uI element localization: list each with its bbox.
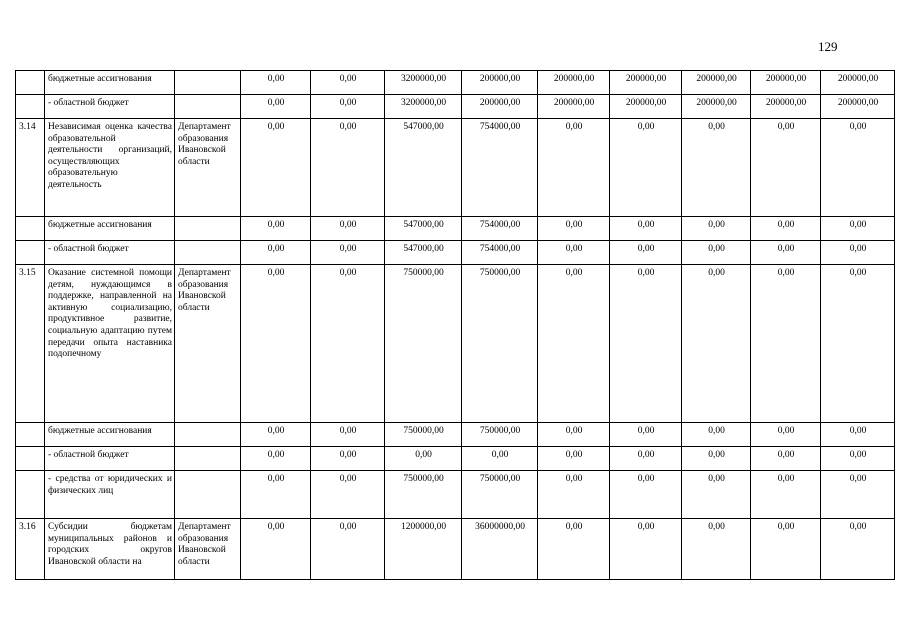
value-cell: 0,00 bbox=[241, 423, 311, 447]
value-cell: 0,00 bbox=[311, 265, 385, 423]
row-description: бюджетные ассигнования bbox=[45, 423, 175, 447]
value-cell: 0,00 bbox=[538, 471, 610, 519]
value-cell: 750000,00 bbox=[462, 423, 538, 447]
page-number: 129 bbox=[818, 39, 838, 54]
table-row bbox=[16, 119, 895, 217]
row-responsible-org bbox=[175, 241, 241, 265]
row-responsible-org: Департамент образования Ивановской области bbox=[175, 119, 241, 217]
value-cell: 754000,00 bbox=[462, 119, 538, 217]
row-description: - средства от юридических и физических лиц bbox=[45, 471, 175, 519]
value-cell: 0,00 bbox=[610, 519, 682, 580]
value-cell: 0,00 bbox=[682, 241, 751, 265]
value-cell: 200000,00 bbox=[682, 95, 751, 119]
value-cell: 750000,00 bbox=[385, 423, 462, 447]
table-row bbox=[16, 423, 895, 447]
value-cell: 0,00 bbox=[311, 241, 385, 265]
table-row bbox=[16, 95, 895, 119]
value-cell: 200000,00 bbox=[821, 71, 895, 95]
value-cell: 0,00 bbox=[682, 447, 751, 471]
value-cell: 0,00 bbox=[751, 423, 821, 447]
table-row bbox=[16, 265, 895, 423]
value-cell: 0,00 bbox=[821, 119, 895, 217]
value-cell: 0,00 bbox=[751, 217, 821, 241]
table-row bbox=[16, 71, 895, 95]
value-cell: 750000,00 bbox=[462, 265, 538, 423]
value-cell: 0,00 bbox=[538, 423, 610, 447]
row-responsible-org bbox=[175, 71, 241, 95]
value-cell: 0,00 bbox=[241, 471, 311, 519]
row-description: - областной бюджет bbox=[45, 241, 175, 265]
value-cell: 1200000,00 bbox=[385, 519, 462, 580]
row-number bbox=[16, 95, 45, 119]
value-cell: 0,00 bbox=[821, 265, 895, 423]
value-cell: 0,00 bbox=[821, 447, 895, 471]
value-cell: 0,00 bbox=[751, 119, 821, 217]
row-number: 3.15 bbox=[16, 265, 45, 423]
row-responsible-org: Департамент образования Ивановской области bbox=[175, 265, 241, 423]
value-cell: 0,00 bbox=[751, 241, 821, 265]
value-cell: 0,00 bbox=[241, 447, 311, 471]
row-responsible-org bbox=[175, 471, 241, 519]
value-cell: 547000,00 bbox=[385, 119, 462, 217]
value-cell: 200000,00 bbox=[538, 71, 610, 95]
value-cell: 750000,00 bbox=[462, 471, 538, 519]
value-cell: 0,00 bbox=[311, 423, 385, 447]
value-cell: 0,00 bbox=[241, 241, 311, 265]
value-cell: 754000,00 bbox=[462, 241, 538, 265]
row-description: - областной бюджет bbox=[45, 447, 175, 471]
row-description: бюджетные ассигнования bbox=[45, 217, 175, 241]
value-cell: 0,00 bbox=[610, 217, 682, 241]
value-cell: 0,00 bbox=[311, 217, 385, 241]
value-cell: 200000,00 bbox=[821, 95, 895, 119]
value-cell: 200000,00 bbox=[751, 95, 821, 119]
row-responsible-org bbox=[175, 447, 241, 471]
value-cell: 0,00 bbox=[311, 447, 385, 471]
value-cell: 0,00 bbox=[610, 119, 682, 217]
value-cell: 0,00 bbox=[682, 423, 751, 447]
value-cell: 36000000,00 bbox=[462, 519, 538, 580]
value-cell: 3200000,00 bbox=[385, 71, 462, 95]
value-cell: 0,00 bbox=[241, 519, 311, 580]
value-cell: 0,00 bbox=[311, 119, 385, 217]
row-number bbox=[16, 423, 45, 447]
table-row bbox=[16, 471, 895, 519]
value-cell: 750000,00 bbox=[385, 471, 462, 519]
row-description: Оказание системной помощи детям, нуждающимся в поддержке, направленной на активную социализацию, продуктивное развитие, социальную адаптацию путем передачи опыта наставника подопечному bbox=[45, 265, 175, 423]
value-cell: 0,00 bbox=[821, 423, 895, 447]
value-cell: 0,00 bbox=[821, 519, 895, 580]
value-cell: 0,00 bbox=[241, 119, 311, 217]
value-cell: 0,00 bbox=[821, 471, 895, 519]
value-cell: 0,00 bbox=[241, 217, 311, 241]
table-row bbox=[16, 519, 895, 580]
value-cell: 0,00 bbox=[538, 119, 610, 217]
row-description: - областной бюджет bbox=[45, 95, 175, 119]
value-cell: 0,00 bbox=[538, 241, 610, 265]
value-cell: 0,00 bbox=[682, 471, 751, 519]
value-cell: 0,00 bbox=[241, 71, 311, 95]
value-cell: 200000,00 bbox=[682, 71, 751, 95]
row-description: бюджетные ассигнования bbox=[45, 71, 175, 95]
value-cell: 0,00 bbox=[751, 447, 821, 471]
value-cell: 3200000,00 bbox=[385, 95, 462, 119]
row-responsible-org bbox=[175, 423, 241, 447]
value-cell: 200000,00 bbox=[751, 71, 821, 95]
value-cell: 0,00 bbox=[538, 217, 610, 241]
row-number bbox=[16, 241, 45, 265]
budget-table bbox=[15, 70, 895, 580]
value-cell: 754000,00 bbox=[462, 217, 538, 241]
value-cell: 0,00 bbox=[462, 447, 538, 471]
table-row bbox=[16, 217, 895, 241]
table-row bbox=[16, 447, 895, 471]
value-cell: 200000,00 bbox=[610, 71, 682, 95]
value-cell: 0,00 bbox=[821, 241, 895, 265]
row-responsible-org bbox=[175, 217, 241, 241]
row-number: 3.16 bbox=[16, 519, 45, 580]
value-cell: 0,00 bbox=[538, 519, 610, 580]
value-cell: 547000,00 bbox=[385, 241, 462, 265]
value-cell: 0,00 bbox=[682, 519, 751, 580]
value-cell: 0,00 bbox=[311, 95, 385, 119]
value-cell: 0,00 bbox=[751, 471, 821, 519]
row-number bbox=[16, 471, 45, 519]
row-number bbox=[16, 71, 45, 95]
value-cell: 0,00 bbox=[311, 471, 385, 519]
value-cell: 0,00 bbox=[751, 519, 821, 580]
value-cell: 200000,00 bbox=[462, 71, 538, 95]
value-cell: 200000,00 bbox=[462, 95, 538, 119]
value-cell: 0,00 bbox=[682, 119, 751, 217]
value-cell: 0,00 bbox=[610, 241, 682, 265]
value-cell: 0,00 bbox=[241, 95, 311, 119]
value-cell: 750000,00 bbox=[385, 265, 462, 423]
value-cell: 0,00 bbox=[610, 447, 682, 471]
value-cell: 200000,00 bbox=[610, 95, 682, 119]
row-number: 3.14 bbox=[16, 119, 45, 217]
value-cell: 0,00 bbox=[821, 217, 895, 241]
row-responsible-org: Департамент образования Ивановской области bbox=[175, 519, 241, 580]
value-cell: 0,00 bbox=[682, 217, 751, 241]
value-cell: 0,00 bbox=[538, 265, 610, 423]
value-cell: 200000,00 bbox=[538, 95, 610, 119]
value-cell: 0,00 bbox=[610, 265, 682, 423]
value-cell: 0,00 bbox=[538, 447, 610, 471]
value-cell: 0,00 bbox=[385, 447, 462, 471]
value-cell: 0,00 bbox=[610, 423, 682, 447]
value-cell: 0,00 bbox=[610, 471, 682, 519]
table-row bbox=[16, 241, 895, 265]
value-cell: 0,00 bbox=[751, 265, 821, 423]
row-number bbox=[16, 217, 45, 241]
value-cell: 0,00 bbox=[241, 265, 311, 423]
value-cell: 547000,00 bbox=[385, 217, 462, 241]
value-cell: 0,00 bbox=[682, 265, 751, 423]
value-cell: 0,00 bbox=[311, 519, 385, 580]
value-cell: 0,00 bbox=[311, 71, 385, 95]
row-responsible-org bbox=[175, 95, 241, 119]
row-description: Независимая оценка качества образовательной деятельности организаций, осуществляющих образовательную деятельность bbox=[45, 119, 175, 217]
row-number bbox=[16, 447, 45, 471]
row-description: Субсидии бюджетам муниципальных районов и городских округов Ивановской области на bbox=[45, 519, 175, 580]
